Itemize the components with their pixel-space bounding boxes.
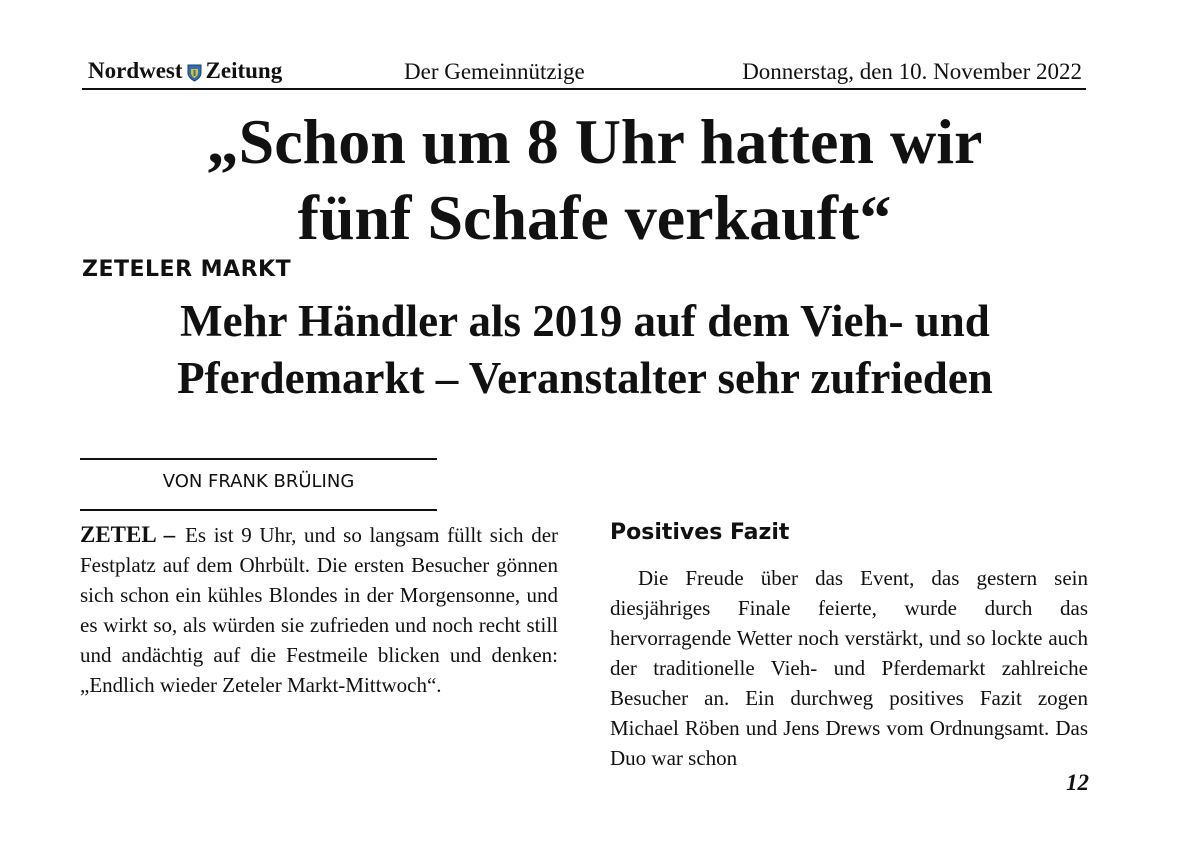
issue-date: Donnerstag, den 10. November 2022 [742,59,1082,84]
headline [0,104,1189,256]
subheadline-line-2: Pferdemarkt – Veranstalter sehr zufrieden [177,353,993,403]
article-body-left-text: Es ist 9 Uhr, und so langsam füllt sich der Festplatz auf dem Ohrbült. Die ersten Besucher gönnen sich schon ein kühles Blondes in der Morgensonne, und es wirkt so, als würden sie zufrieden und noch recht still und andächtig auf die Festmeile blicken und denken: „Endlich wieder Zeteler Markt-Mittwoch“. [80,523,559,697]
section-title: Der Gemeinnützige [404,59,585,84]
article-body-left [80,520,558,700]
kicker: ZETELER MARKT [82,257,292,282]
newspaper-name [88,58,282,84]
newspaper-name-part2: Zeitung [205,58,283,83]
headline-line-2: fünf Schafe verkauft“ [297,182,892,253]
newspaper-name-part1: Nordwest [88,58,183,83]
dateline: ZETEL – [80,522,176,547]
byline-rule-bottom [80,509,437,511]
subheadline-line-1: Mehr Händler als 2019 auf dem Vieh- und [180,296,990,346]
headline-line-1: „Schon um 8 Uhr hatten wir [206,106,983,177]
section-subheading: Positives Fazit [610,520,790,545]
byline: VON FRANK BRÜLING [162,471,355,492]
masthead [82,58,1086,90]
article-body-right: Die Freude über das Event, das gestern sein diesjähriges Finale feierte, wurde durch das hervorragende Wetter noch verstärkt, und so lockte auch der traditionelle Vieh- und Pferdemarkt zahlreiche Besucher an. Ein durchweg positives Fazit zogen Michael Röben und Jens Drews vom Ordnungsamt. Das Duo war schon [610,566,1088,770]
nwz-crest-icon [187,62,202,80]
page-number: 12 [1066,770,1089,795]
subheadline [0,293,1170,407]
byline-rule-top [80,458,437,460]
